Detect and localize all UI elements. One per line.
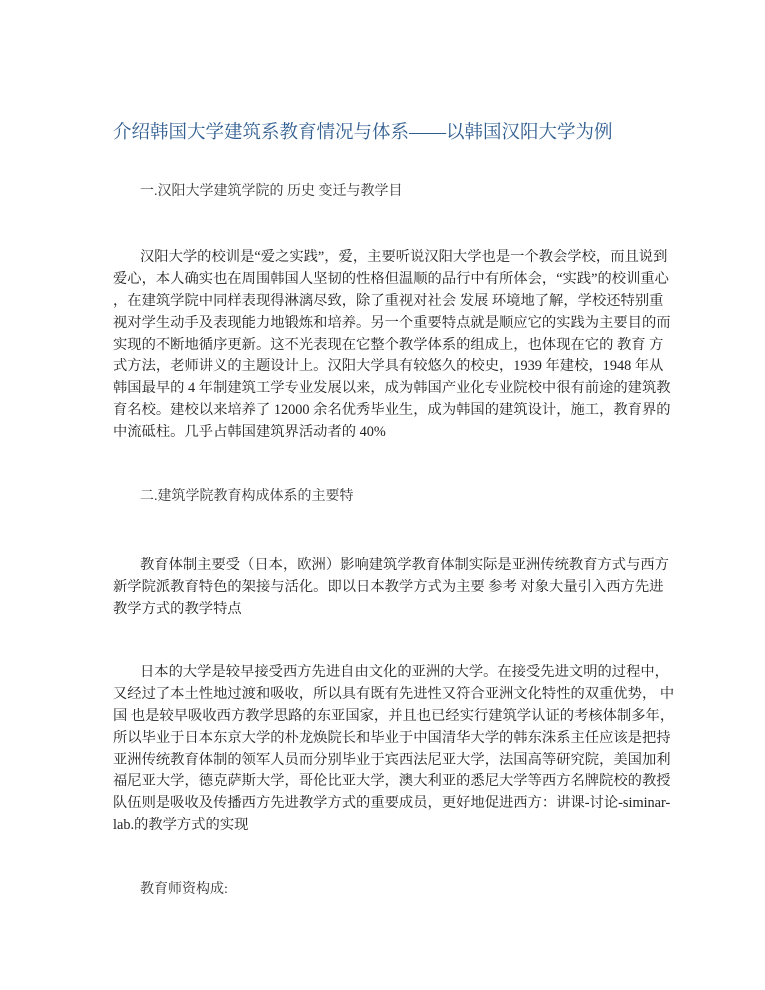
- text-line: 育名校。建校以来培养了 12000 余名优秀毕业生，成为韩国的建筑设计，施工，教育界的: [113, 402, 671, 419]
- text-line: 爱心，本人确实也在周围韩国人坚韧的性格但温顺的品行中有所体会，“实践”的校训重心: [113, 270, 669, 287]
- text-line: 中流砥柱。几乎占韩国建筑界活动者的 40%: [113, 424, 386, 441]
- text-line: 式方法，老师讲义的主题设计上。汉阳大学具有较悠久的校史，1939 年建校，1948 年从: [113, 358, 664, 375]
- text-line: 日本的大学是较早接受西方先进自由文化的亚洲的大学。在接受先进文明的过程中，: [140, 664, 669, 680]
- text-line: 教育体制主要受（日本，欧洲）影响建筑学教育体制实际是亚洲传统教育方式与西方: [140, 557, 669, 573]
- text-line: lab.的教学方式的实现: [113, 817, 249, 834]
- text-line: ，在建筑学院中同样表现得淋漓尽致，除了重视对社会 发展 环境地了解，学校还特别重: [113, 292, 664, 309]
- text-line: 亚洲传统教育体制的领军人员而分别毕业于宾西法尼亚大学，法国高等研究院，美国加利: [113, 751, 671, 768]
- section-2-paragraph-1: [113, 555, 669, 621]
- text-line: 新学院派教育特色的架接与活化。即以日本教学方式为主要 参考 对象大量引入西方先进: [113, 578, 664, 595]
- section-2-paragraph-2: [113, 662, 675, 837]
- text-line: 教学方式的教学特点: [113, 600, 242, 617]
- text-line: 韩国最早的 4 年制建筑工学专业发展以来，成为韩国产业化专业院校中很有前途的建筑教: [113, 380, 671, 397]
- text-line: 所以毕业于日本东京大学的朴龙焕院长和毕业于中国清华大学的韩东洙系主任应该是把持: [113, 729, 671, 746]
- text-line: 视对学生动手及表现能力地锻炼和培养。另一个重要特点就是顺应它的实践为主要目的而: [113, 314, 671, 331]
- text-line: 又经过了本土性地过渡和吸收，所以具有既有先进性又符合亚洲文化特性的双重优势， 中: [113, 685, 675, 702]
- section-3-heading: 教育师资构成:: [140, 882, 228, 897]
- text-line: 国 也是较早吸收西方教学思路的东亚国家，并且也已经实行建筑学认证的考核体制多年，: [113, 707, 675, 724]
- text-line: 队伍则是吸收及传播西方先进教学方式的重要成员，更好地促进西方：讲课-讨论-siminar-: [113, 795, 671, 812]
- section-1-heading: 一.汉阳大学建筑学院的 历史 变迁与教学目: [140, 184, 403, 199]
- section-1-paragraph: [113, 247, 671, 444]
- text-line: 福尼亚大学，德克萨斯大学，哥伦比亚大学，澳大利亚的悉尼大学等西方名牌院校的教授: [113, 773, 671, 790]
- text-line: 实现的不断地循序更新。这不光表现在它整个教学体系的组成上，也体现在它的 教育 方: [113, 336, 664, 353]
- document-title: 介绍韩国大学建筑系教育情况与体系——以韩国汉阳大学为例: [113, 123, 613, 143]
- text-line: 汉阳大学的校训是“爱之实践”，爱，主要听说汉阳大学也是一个教会学校，而且说到: [140, 249, 668, 265]
- section-2-heading: 二.建筑学院教育构成体系的主要特: [140, 489, 354, 504]
